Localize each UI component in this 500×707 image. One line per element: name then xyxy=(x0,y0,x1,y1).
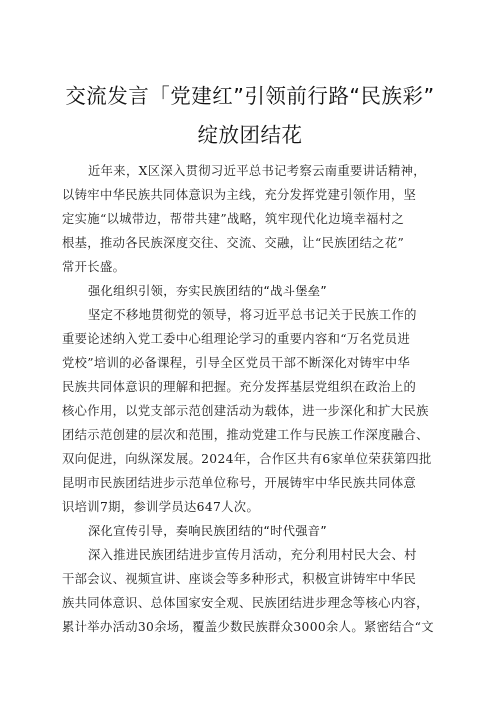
paragraph-3-line-2: 干部会议、视频宣讲、座谈会等多种形式，积极宣讲铸牢中华民 xyxy=(62,572,417,586)
paragraph-1-line-5: 常开长盛。 xyxy=(62,260,126,274)
paragraph-1-line-1: 近年来，X区深入贯彻习近平总书记考察云南重要讲话精神， xyxy=(88,164,426,178)
paragraph-1-line-4: 根基，推动各民族深度交往、交流、交融，让“民族团结之花” xyxy=(62,236,405,250)
section-heading-2: 深化宣传引导，奏响民族团结的“时代强音” xyxy=(88,524,328,538)
paragraph-2-line-3: 党校”培训的必备课程，引导全区党员干部不断深化对铸牢中华 xyxy=(62,356,411,370)
paragraph-1-line-3: 定实施“以城带边，帮带共建”战略，筑牢现代化边境幸福村之 xyxy=(62,212,405,226)
paragraph-2-line-5: 核心作用，以党支部示范创建活动为载体，进一步深化和扩大民族 xyxy=(62,404,429,418)
paragraph-2-line-7: 双向促进，向纵深发展。2024年，合作区共有6家单位荣获第四批 xyxy=(62,452,432,466)
paragraph-2-line-9: 识培训7期，参训学员达647人次。 xyxy=(62,500,260,514)
paragraph-3-line-1: 深入推进民族团结进步宣传月活动，充分利用村民大会、村 xyxy=(88,548,417,562)
document-title-line-1: 交流发言「党建红”引领前行路“民族彩” xyxy=(65,84,435,108)
paragraph-2-line-4: 民族共同体意识的理解和把握。充分发挥基层党组织在政治上的 xyxy=(62,380,417,394)
paragraph-1-line-2: 以铸牢中华民族共同体意识为主线，充分发挥党建引领作用，坚 xyxy=(62,188,417,202)
paragraph-3-line-3: 族共同体意识、总体国家安全观、民族团结进步理念等核心内容， xyxy=(62,596,429,610)
section-heading-1: 强化组织引领，夯实民族团结的“战斗堡垒” xyxy=(88,284,328,298)
paragraph-3-line-4: 累计举办活动30余场，覆盖少数民族群众3000余人。紧密结合“文 xyxy=(62,620,434,634)
paragraph-2-line-2: 重要论述纳入党工委中心组理论学习的重要内容和“万名党员进 xyxy=(62,332,411,346)
paragraph-2-line-1: 坚定不移地贯彻党的领导，将习近平总书记关于民族工作的 xyxy=(88,308,417,322)
document-title-line-2: 绽放团结花 xyxy=(197,123,303,147)
paragraph-2-line-6: 团结示范创建的层次和范围，推动党建工作与民族工作深度融合、 xyxy=(62,428,429,442)
paragraph-2-line-8: 昆明市民族团结进步示范单位称号，开展铸牢中华民族共同体意 xyxy=(62,476,417,490)
